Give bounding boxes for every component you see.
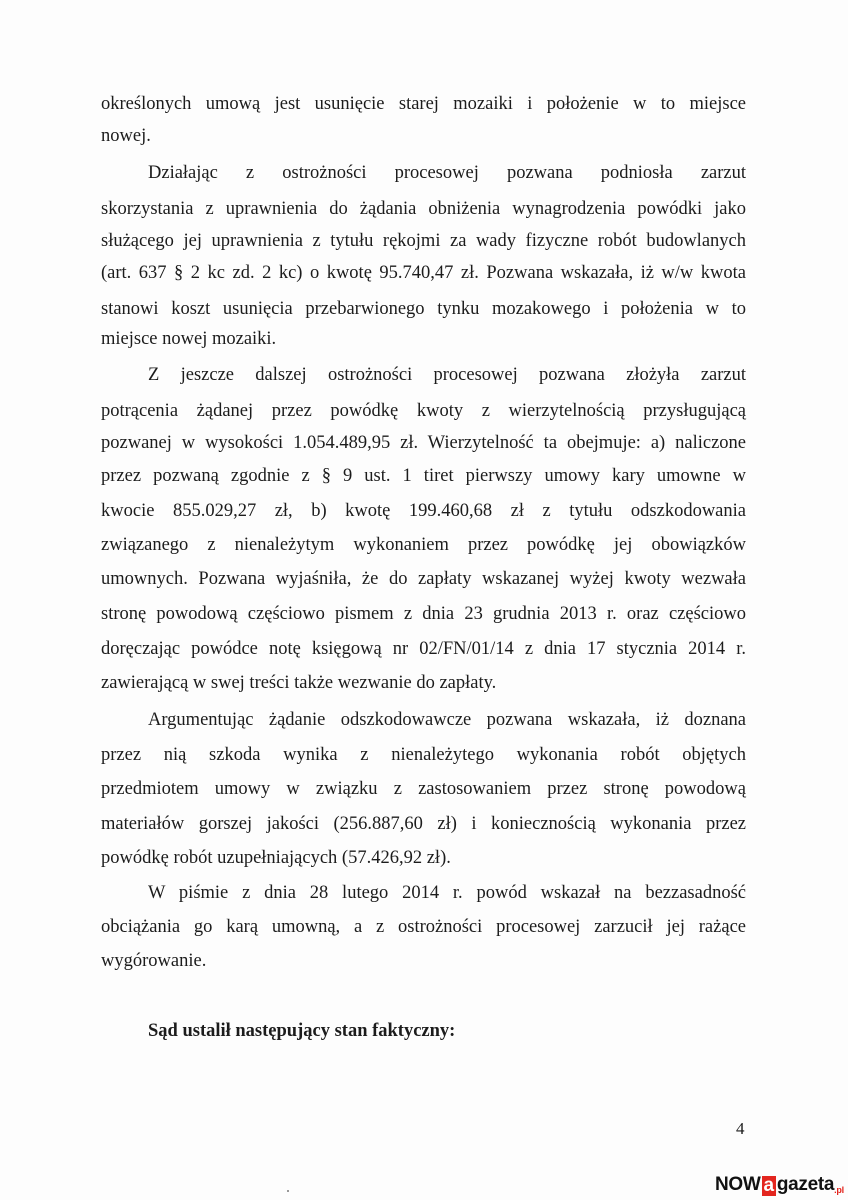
- page-number: 4: [736, 1119, 745, 1138]
- text-line: przez pozwaną zgodnie z § 9 ust. 1 tiret pierwszy umowy kary umowne w: [101, 466, 746, 486]
- text-line: miejsce nowej mozaiki.: [101, 329, 277, 349]
- text-line: Działając z ostrożności procesowej pozwana podniosła zarzut: [148, 163, 746, 183]
- text-line: potrącenia żądanej przez powódkę kwoty z wierzytelnością przysługującą: [101, 401, 746, 421]
- text-line: (art. 637 § 2 kc zd. 2 kc) o kwotę 95.740,47 zł. Pozwana wskazała, iż w/w kwota: [101, 263, 746, 283]
- section-heading: Sąd ustalił następujący stan faktyczny:: [148, 1021, 456, 1041]
- text-line: przedmiotem umowy w związku z zastosowaniem przez stronę powodową: [101, 779, 746, 799]
- text-line: powódkę robót uzupełniających (57.426,92 zł).: [101, 848, 451, 868]
- watermark-boxed-letter: a: [763, 1175, 774, 1196]
- text-line: umownych. Pozwana wyjaśniła, że do zapłaty wskazanej wyżej kwoty wezwała: [101, 569, 746, 589]
- text-line: Argumentując żądanie odszkodowawcze pozwana wskazała, iż doznana: [148, 710, 746, 730]
- text-line: stanowi koszt usunięcia przebarwionego tynku mozakowego i położenia w to: [101, 299, 746, 319]
- text-line: określonych umową jest usunięcie starej mozaiki i położenie w to miejsce: [101, 94, 746, 114]
- text-line: doręczając powódce notę księgową nr 02/FN/01/14 z dnia 17 stycznia 2014 r.: [101, 639, 746, 659]
- watermark-part-1: NOW: [715, 1174, 761, 1195]
- watermark-part-2: gazeta: [776, 1174, 835, 1195]
- scan-speck: [287, 1190, 289, 1192]
- text-line: stronę powodową częściowo pismem z dnia 23 grudnia 2013 r. oraz częściowo: [101, 604, 746, 624]
- text-line: kwocie 855.029,27 zł, b) kwotę 199.460,68 zł z tytułu odszkodowania: [101, 501, 746, 521]
- watermark-tld: .pl: [834, 1185, 844, 1195]
- text-line: W piśmie z dnia 28 lutego 2014 r. powód wskazał na bezzasadność: [148, 883, 746, 903]
- text-line: obciążania go karą umowną, a z ostrożności procesowej zarzucił jej rażące: [101, 917, 746, 937]
- text-line: Z jeszcze dalszej ostrożności procesowej pozwana złożyła zarzut: [148, 365, 746, 385]
- text-line: materiałów gorszej jakości (256.887,60 zł) i koniecznością wykonania przez: [101, 814, 746, 834]
- text-line: pozwanej w wysokości 1.054.489,95 zł. Wierzytelność ta obejmuje: a) naliczone: [101, 433, 746, 453]
- text-line: zawierającą w swej treści także wezwanie do zapłaty.: [101, 673, 497, 693]
- text-line: służącego jej uprawnienia z tytułu rękojmi za wady fizyczne robót budowlanych: [101, 231, 746, 251]
- text-line: nowej.: [101, 126, 151, 146]
- text-line: skorzystania z uprawnienia do żądania obniżenia wynagrodzenia powódki jako: [101, 199, 746, 219]
- text-line: związanego z nienależytym wykonaniem przez powódkę jej obowiązków: [101, 535, 746, 555]
- watermark-logo: [715, 1172, 844, 1196]
- text-line: przez nią szkoda wynika z nienależytego wykonania robót objętych: [101, 745, 746, 765]
- text-line: wygórowanie.: [101, 951, 207, 971]
